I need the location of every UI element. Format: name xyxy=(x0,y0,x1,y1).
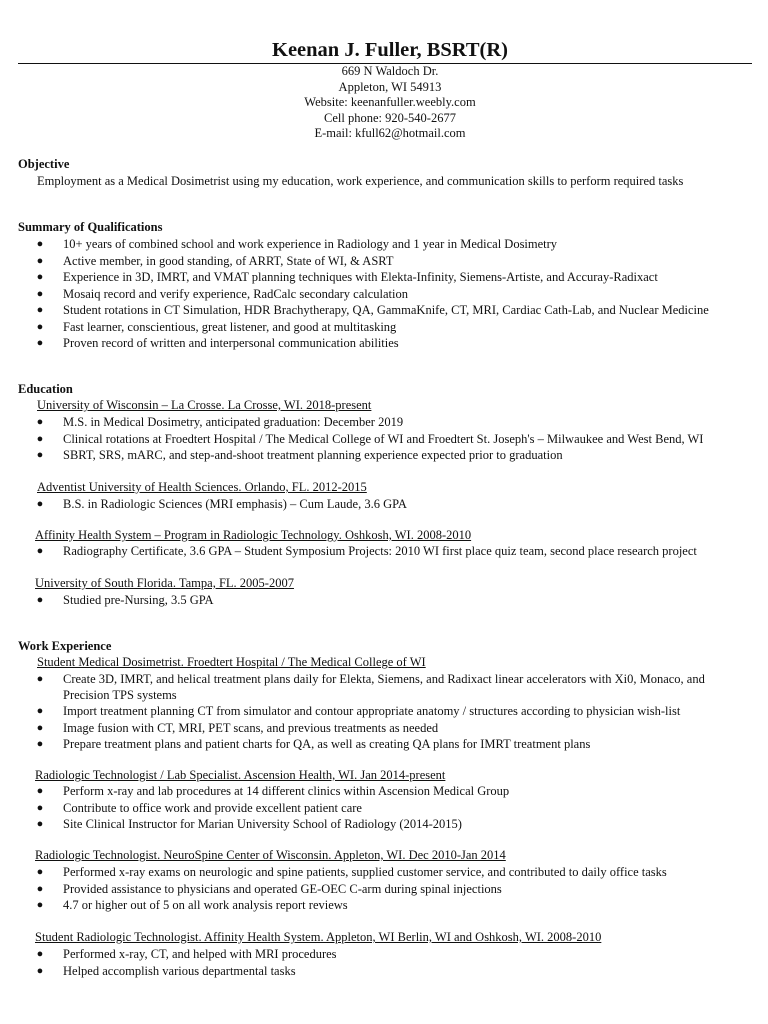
summary-title: Summary of Qualifications xyxy=(18,220,163,234)
bullet-icon: ● xyxy=(36,673,44,685)
candidate-name: Keenan J. Fuller, BSRT(R) xyxy=(272,39,508,61)
list-item: ● Clinical rotations at Froedtert Hospital / The Medical College of WI and Froedtert St. Joseph's – Milwaukee and West Bend, WI xyxy=(36,431,704,446)
bullet-icon: ● xyxy=(36,416,44,428)
education-title: Education xyxy=(18,382,73,396)
summary-list xyxy=(35,236,755,352)
education-heading-usf: University of South Florida. Tampa, FL. 2005-2007 xyxy=(35,576,294,590)
list-item: ● Performed x-ray, CT, and helped with MRI procedures xyxy=(36,947,337,961)
bullet-icon: ● xyxy=(36,801,44,814)
work-list-ascension xyxy=(35,783,755,833)
list-item: ● Site Clinical Instructor for Marian University School of Radiology (2014-2015) xyxy=(36,817,462,831)
bullet-icon: ● xyxy=(36,337,44,349)
work-heading-affinity-student: Student Radiologic Technologist. Affinity Health System. Appleton, WI Berlin, WI and Oshkosh, WI. 2008-2010 xyxy=(35,930,602,944)
bullet-icon: ● xyxy=(36,271,44,283)
bullet-icon: ● xyxy=(36,785,44,797)
list-item: ● Helped accomplish various departmental tasks xyxy=(36,963,296,978)
bullet-icon: ● xyxy=(36,738,44,751)
bullet-icon: ● xyxy=(36,545,44,557)
contact-website: Website: keenanfuller.weebly.com xyxy=(304,95,476,109)
bullet-icon: ● xyxy=(36,254,44,267)
contact-phone: Cell phone: 920-540-2677 xyxy=(324,110,456,125)
list-item: ● Experience in 3D, IMRT, and VMAT planning techniques with Elekta-Infinity, Siemens-Artiste, and Accuray-Radixact xyxy=(36,270,658,284)
work-heading-dosimetrist: Student Medical Dosimetrist. Froedtert Hospital / The Medical College of WI xyxy=(37,655,426,669)
list-item: ● Active member, in good standing, of ARRT, State of WI, & ASRT xyxy=(36,253,394,268)
bullet-icon: ● xyxy=(36,705,44,718)
education-list-uwl xyxy=(35,414,755,464)
education-heading-affinity: Affinity Health System – Program in Radiologic Technology. Oshkosh, WI. 2008-2010 xyxy=(35,528,472,542)
bullet-icon: ● xyxy=(36,964,44,977)
bullet-icon: ● xyxy=(36,304,44,316)
bullet-icon: ● xyxy=(36,818,44,830)
list-item: ● M.S. in Medical Dosimetry, anticipated graduation: December 2019 xyxy=(36,415,404,429)
bullet-icon: ● xyxy=(36,899,44,911)
bullet-icon: ● xyxy=(36,238,44,250)
list-item: ● Prepare treatment plans and patient charts for QA, as well as creating QA plans for IMRT treatment plans xyxy=(36,737,591,752)
education-heading-adventist: Adventist University of Health Sciences. Orlando, FL. 2012-2015 xyxy=(37,480,367,494)
bullet-icon: ● xyxy=(36,594,44,606)
contact-city-line: Appleton, WI 54913 xyxy=(338,79,442,94)
objective-text: Employment as a Medical Dosimetrist using my education, work experience, and communication skills to perform required tasks xyxy=(37,174,684,188)
list-item: ● Mosaiq record and verify experience, RadCalc secondary calculation xyxy=(36,286,408,301)
contact-address-line: 669 N Waldoch Dr. xyxy=(341,64,439,78)
list-item: ● Perform x-ray and lab procedures at 14 different clinics within Ascension Medical Group xyxy=(36,784,510,798)
list-item: ● Image fusion with CT, MRI, PET scans, and previous treatments as needed xyxy=(36,720,439,735)
list-item: ● 4.7 or higher out of 5 on all work analysis report reviews xyxy=(36,898,348,912)
list-item: ● Import treatment planning CT from simulator and contour appropriate anatomy / structures according to physician wish-list xyxy=(36,704,681,719)
work-list-neurospine xyxy=(35,864,755,914)
objective-title: Objective xyxy=(18,157,70,171)
education-heading-uwl: University of Wisconsin – La Crosse. La Crosse, WI. 2018-present xyxy=(37,398,372,412)
list-item: ● Provided assistance to physicians and operated GE-OEC C-arm during spinal injections xyxy=(36,881,502,896)
contact-email: E-mail: kfull62@hotmail.com xyxy=(314,126,466,140)
education-list-usf xyxy=(35,592,755,609)
list-item: ● 10+ years of combined school and work experience in Radiology and 1 year in Medical Dosimetry xyxy=(36,237,558,251)
bullet-icon: ● xyxy=(36,498,44,510)
work-list-affinity-student xyxy=(35,946,755,979)
contact-block xyxy=(0,64,768,142)
bullet-icon: ● xyxy=(36,287,44,300)
work-title: Work Experience xyxy=(18,639,112,653)
list-item: ● Studied pre-Nursing, 3.5 GPA xyxy=(36,593,214,607)
bullet-icon: ● xyxy=(36,449,44,461)
list-item: ● Performed x-ray exams on neurologic and spine patients, supplied customer service, and contributed to daily office tasks xyxy=(36,865,667,879)
list-item: ● Create 3D, IMRT, and helical treatment plans daily for Elekta, Siemens, and Radixact linear accelerators with Xi0, Monaco, and Precision TPS systems xyxy=(36,672,705,703)
list-item: ● B.S. in Radiologic Sciences (MRI emphasis) – Cum Laude, 3.6 GPA xyxy=(36,497,407,511)
list-item: ● Student rotations in CT Simulation, HDR Brachytherapy, QA, GammaKnife, CT, MRI, Cardiac Cath-Lab, and Nuclear Medicine xyxy=(36,303,709,317)
work-heading-ascension: Radiologic Technologist / Lab Specialist. Ascension Health, WI. Jan 2014-present xyxy=(35,768,446,782)
list-item: ● Radiography Certificate, 3.6 GPA – Student Symposium Projects: 2010 WI first place quiz team, second place research project xyxy=(36,544,697,558)
work-heading-neurospine: Radiologic Technologist. NeuroSpine Center of Wisconsin. Appleton, WI. Dec 2010-Jan 2014 xyxy=(35,848,506,862)
bullet-icon: ● xyxy=(36,882,44,895)
bullet-icon: ● xyxy=(36,432,44,445)
bullet-icon: ● xyxy=(36,320,44,333)
list-item: ● Contribute to office work and provide excellent patient care xyxy=(36,800,362,815)
list-item: ● Fast learner, conscientious, great listener, and good at multitasking xyxy=(36,319,397,334)
bullet-icon: ● xyxy=(36,866,44,878)
education-list-adventist xyxy=(35,496,755,513)
work-list-dosimetrist xyxy=(35,671,755,753)
list-item: ● SBRT, SRS, mARC, and step-and-shoot treatment planning experience expected prior to graduation xyxy=(36,448,563,462)
education-list-affinity xyxy=(35,543,755,560)
bullet-icon: ● xyxy=(36,948,44,960)
list-item: ● Proven record of written and interpersonal communication abilities xyxy=(36,336,399,350)
bullet-icon: ● xyxy=(36,721,44,734)
